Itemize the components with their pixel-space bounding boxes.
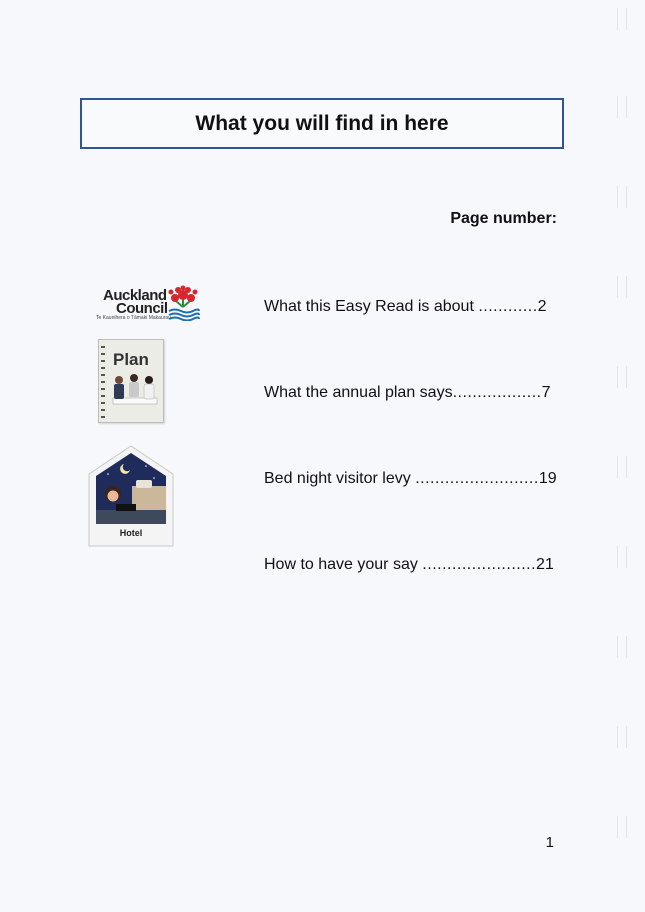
pohutukawa-flower-icon bbox=[166, 285, 200, 321]
hotel-image bbox=[86, 444, 176, 548]
toc-entry-text: Bed night visitor levy bbox=[264, 470, 416, 487]
logo-line-2: Council bbox=[116, 300, 168, 317]
toc-entry[interactable] bbox=[264, 384, 550, 402]
people-planning-illustration bbox=[107, 372, 159, 412]
auckland-council-logo bbox=[96, 285, 200, 323]
binder-mark bbox=[617, 366, 627, 388]
toc-leader-dots: ......................... bbox=[415, 470, 539, 487]
hotel-image-label: Hotel bbox=[119, 528, 143, 538]
binder-mark bbox=[617, 8, 627, 30]
notebook-rings bbox=[101, 346, 105, 418]
binder-mark bbox=[617, 96, 627, 118]
page-number-heading: Page number: bbox=[450, 210, 557, 227]
binder-mark bbox=[617, 456, 627, 478]
toc-leader-dots: ............ bbox=[478, 298, 538, 315]
toc-page-number: 19 bbox=[538, 470, 557, 487]
toc-page-number: 21 bbox=[536, 556, 554, 573]
toc-leader-dots: .................. bbox=[452, 384, 542, 401]
binder-mark bbox=[617, 726, 627, 748]
binder-mark bbox=[617, 186, 627, 208]
toc-entry[interactable] bbox=[264, 556, 554, 574]
page-footer-number: 1 bbox=[545, 834, 554, 851]
binder-mark bbox=[617, 636, 627, 658]
binder-mark bbox=[617, 546, 627, 568]
plan-notebook-image bbox=[98, 339, 164, 423]
toc-entry-text: How to have your say bbox=[264, 556, 423, 573]
toc-leader-dots: ....................... bbox=[422, 556, 537, 573]
toc-entry[interactable] bbox=[264, 470, 557, 488]
toc-page-number: 2 bbox=[537, 298, 547, 315]
plan-image-label: Plan bbox=[113, 350, 149, 369]
binder-mark bbox=[617, 816, 627, 838]
binder-mark bbox=[617, 276, 627, 298]
logo-tagline: Te Kaunihera o Tāmaki Makaurau bbox=[96, 315, 171, 321]
toc-page-number: 7 bbox=[541, 384, 551, 401]
title-box bbox=[80, 98, 564, 149]
toc-entry-text: What the annual plan says bbox=[264, 384, 453, 401]
toc-entry-text: What this Easy Read is about bbox=[264, 298, 479, 315]
toc-entry[interactable] bbox=[264, 298, 547, 316]
logo-line-1: Auckland bbox=[103, 287, 167, 304]
page-title: What you will find in here bbox=[195, 111, 449, 135]
